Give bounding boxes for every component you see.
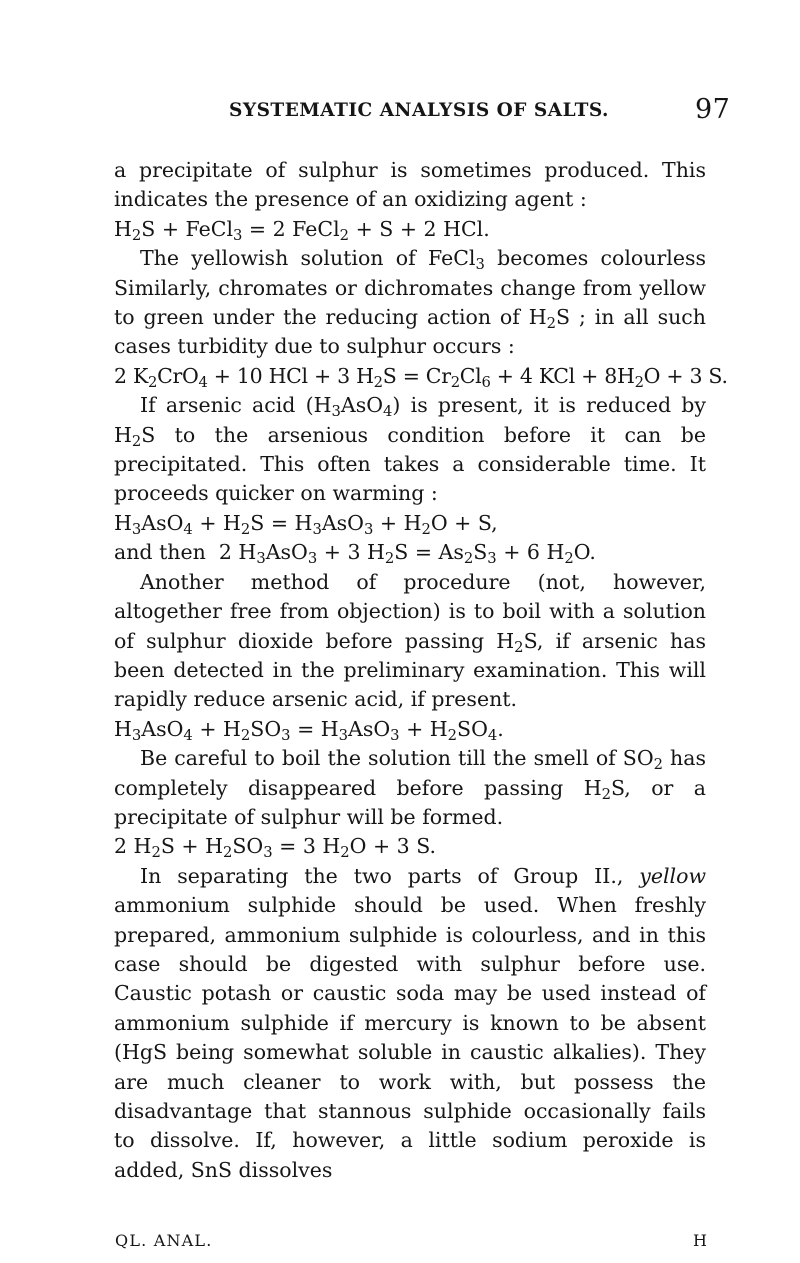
- equation-2: 2 $K_2CrO_4 + 10$ HCl + 3 $H_2S = Cr_2Cl_6 + 4$ KCl + $8H_2O + 3$ S.: [114, 363, 728, 391]
- page-body: [114, 156, 728, 1185]
- page-footer: [0, 1231, 800, 1255]
- italic-emphasis: yellow: [639, 863, 706, 888]
- paragraph-1: a precipitate of sulphur is sometimes produced. This indicates the presence of an oxidizing agent :: [114, 158, 706, 212]
- paragraph-2: The yellowish solution of FeCl$_3$ becomes colourless Similarly, chromates or dichromates change from yellow to green under the reducing action of $H_2S$ ; in all such cases turbidity due to sulphur occurs :: [114, 246, 707, 359]
- equation-5: $H_3AsO_4 + H_2SO_3 = H_3AsO_3 + H_2SO_4$.: [114, 716, 504, 744]
- equation-1: $H_2S$ + FeCl$_3$ = 2 FeCl$_2$ + S + 2 HCl.: [114, 216, 490, 244]
- page-header: [0, 94, 800, 130]
- paragraph-3: If arsenic acid $(H_3AsO_4)$ is present, it is reduced by $H_2S$ to the arsenious condition before it can be precipitated. This often takes a considerable time. It proceeds quicker on warming :: [114, 393, 707, 506]
- signature-mark: QL. ANAL.: [115, 1231, 213, 1250]
- page-number: 97: [695, 94, 731, 125]
- equation-4: and then 2 $H_3AsO_3 + 3$ $H_2S = As_2S_3 + 6$ $H_2O$.: [114, 540, 596, 568]
- paragraph-5: Be careful to boil the solution till the smell of $SO_2$ has completely disappeared before passing $H_2S$, or a precipitate of sulphur will be formed.: [114, 746, 706, 829]
- running-head: SYSTEMATIC ANALYSIS OF SALTS.: [229, 100, 609, 121]
- signature-letter: H: [693, 1231, 709, 1250]
- equation-3: $H_3AsO_4 + H_2S = H_3AsO_3 + H_2O + S$,: [114, 510, 498, 538]
- paragraph-4: Another method of procedure (not, however, altogether free from objection) is to boil with a solution of sulphur dioxide before passing $H_2S$, if arsenic has been detected in the preliminary examination. This will rapidly reduce arsenic acid, if present.: [114, 569, 706, 712]
- paragraph-6: In separating the two parts of Group II., yellow ammonium sulphide should be used. When freshly prepared, ammonium sulphide is colourless, and in this case should be digested with sulphur before use. Caustic potash or caustic soda may be used instead of ammonium sulphide if mercury is known to be absent (HgS being somewhat soluble in caustic alkalies). They are much cleaner to work with, but possess the disadvantage that stannous sulphide occasionally fails to dissolve. If, however, a little sodium peroxide is added, SnS dissolves: [114, 863, 706, 1182]
- equation-6: 2 $H_2S + H_2SO_3 = 3$ $H_2O + 3$ S.: [114, 834, 437, 862]
